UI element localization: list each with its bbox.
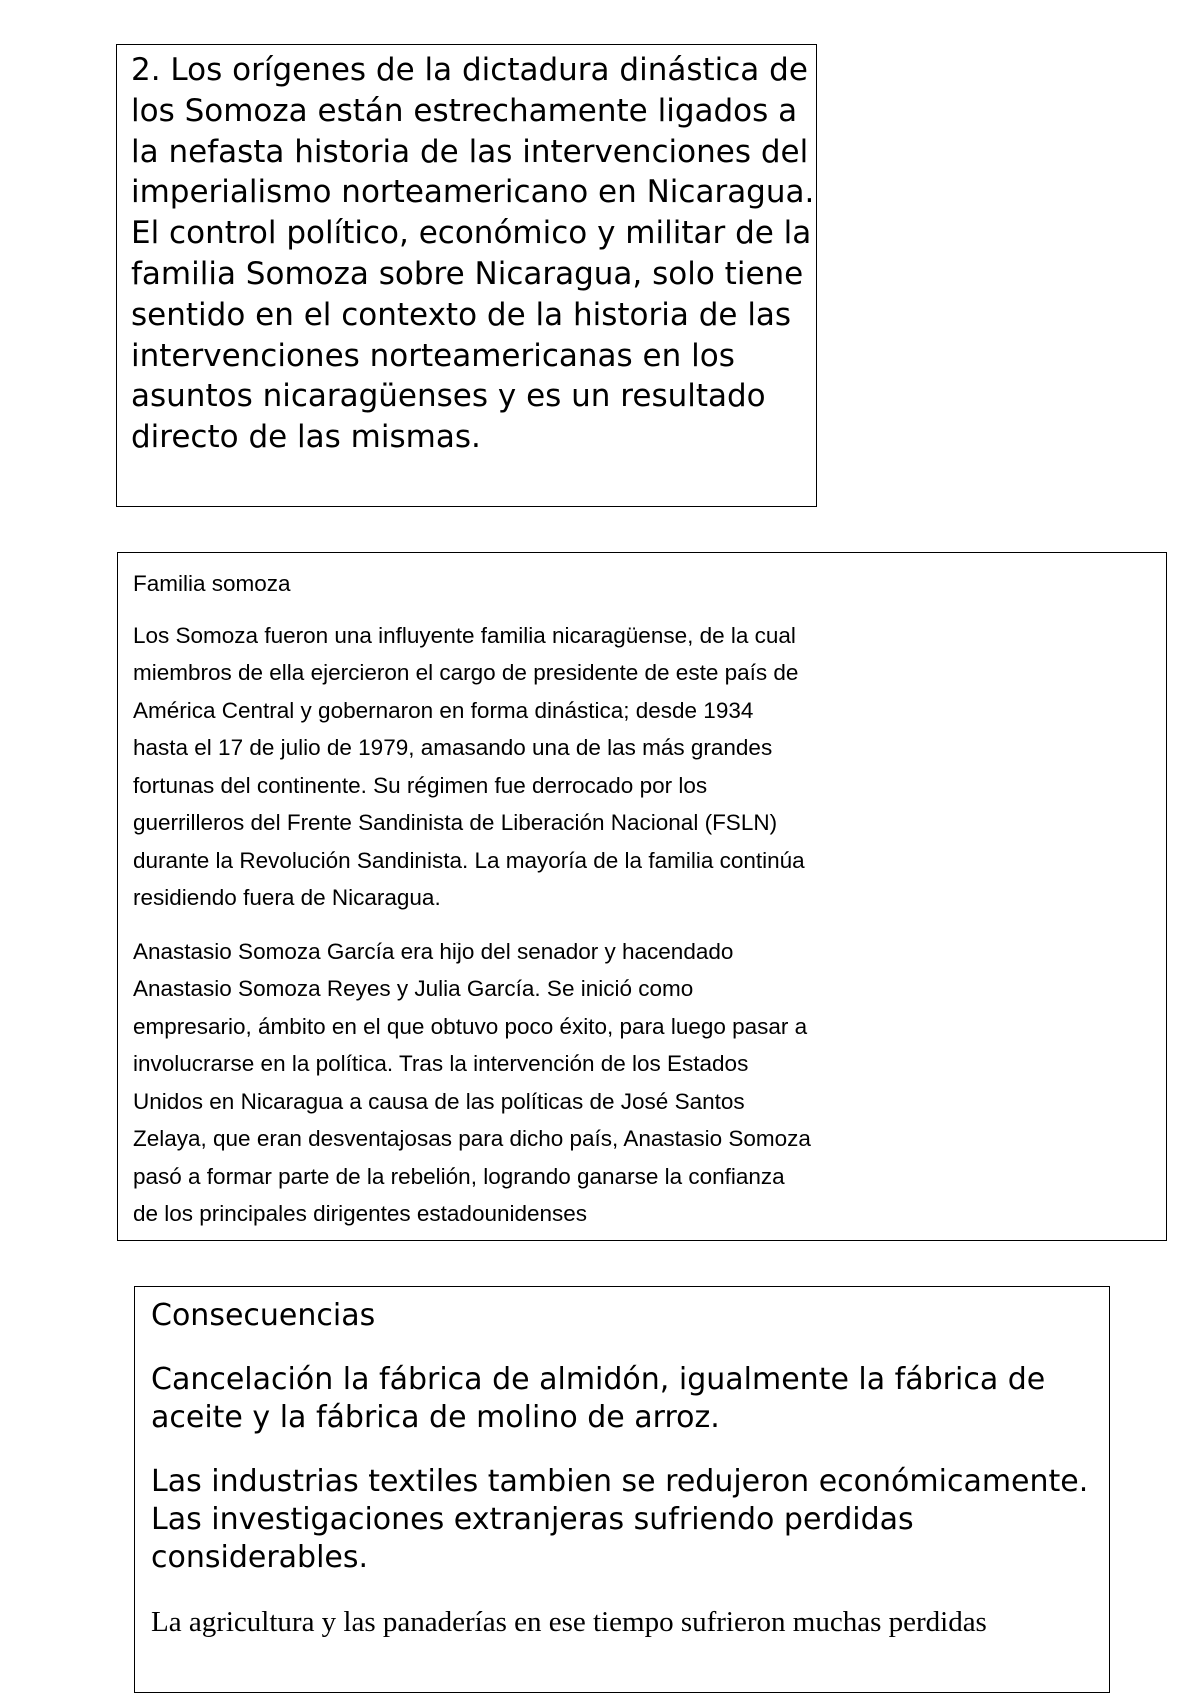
familia-somoza-column: [133, 565, 813, 1233]
familia-somoza-paragraph-1: Los Somoza fueron una influyente familia nicaragüense, de la cual miembros de ella ejercieron el cargo de presidente de este país de América Central y gobernaron en forma dinástica; desde 1934 hasta el 17 de julio de 1979, amasando una de las más grandes fortunas del continente. Su régimen fue derrocado por los guerrilleros del Frente Sandinista de Liberación Nacional (FSLN) durante la Revolución Sandinista. La mayoría de la familia continúa residiendo fuera de Nicaragua.: [133, 622, 805, 910]
text-box-consecuencias: [134, 1286, 1110, 1693]
consecuencias-paragraph-1: Cancelación la fábrica de almidón, igualmente la fábrica de aceite y la fábrica de molino de arroz.: [151, 1362, 1046, 1435]
origenes-paragraph: 2. Los orígenes de la dictadura dinástica de los Somoza están estrechamente ligados a la nefasta historia de las intervenciones del imperialismo norteamericano en Nicaragua. El control político, económico y militar de la familia Somoza sobre Nicaragua, solo tiene sentido en el contexto de la historia de las intervenciones norteamericanas en los asuntos nicaragüenses y es un resultado directo de las mismas.: [131, 52, 815, 456]
consecuencias-title: Consecuencias: [151, 1298, 376, 1333]
text-box-familia-somoza: [117, 552, 1167, 1241]
familia-somoza-title: Familia somoza: [133, 571, 291, 596]
familia-somoza-paragraph-2: Anastasio Somoza García era hijo del senador y hacendado Anastasio Somoza Reyes y Julia García. Se inició como empresario, ámbito en el que obtuvo poco éxito, para luego pasar a involucrarse en la política. Tras la intervención de los Estados Unidos en Nicaragua a causa de las políticas de José Santos Zelaya, que eran desventajosas para dicho país, Anastasio Somoza pasó a formar parte de la rebelión, logrando ganarse la confianza de los principales dirigentes estadounidenses: [133, 938, 811, 1226]
consecuencias-paragraph-2: Las industrias textiles tambien se redujeron económicamente. Las investigaciones extranjeras sufriendo perdidas considerables.: [151, 1464, 1089, 1575]
consecuencias-serif-line: La agricultura y las panaderías en ese tiempo sufrieron muchas perdidas: [151, 1606, 987, 1638]
text-box-origenes: [116, 44, 817, 507]
